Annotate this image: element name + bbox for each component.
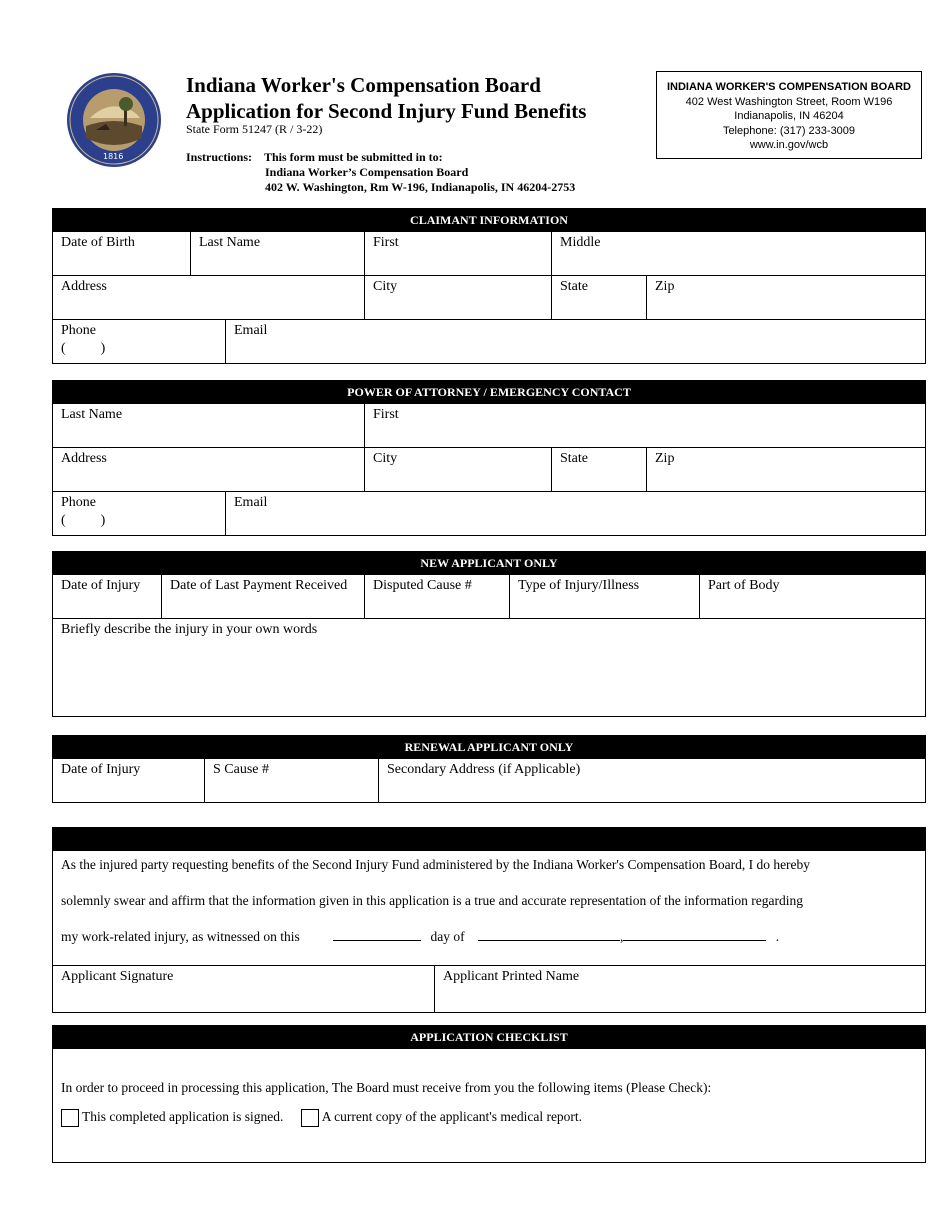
poa-section <box>52 380 926 536</box>
new-applicant-section <box>52 551 926 717</box>
board-phone: Telephone: (317) 233-3009 <box>722 124 856 137</box>
poa-email-field[interactable]: Email <box>225 492 925 535</box>
board-website: www.in.gov/wcb <box>749 139 829 151</box>
checklist-intro: In order to proceed in processing this application, The Board must receive from you the following items (Please Check): <box>61 1080 712 1095</box>
checklist-signed-checkbox[interactable] <box>61 1109 79 1127</box>
claimant-address-field[interactable]: Address <box>61 279 107 294</box>
declaration-line-2: solemnly swear and affirm that the information given in this application is a true and accurate representation of the information regarding <box>61 893 804 908</box>
board-street: 402 West Washington Street, Room W196 <box>685 95 893 108</box>
claimant-email-field[interactable]: Email <box>225 320 925 363</box>
checklist-medical-checkbox[interactable] <box>301 1109 319 1127</box>
claimant-zip-field[interactable]: Zip <box>646 276 925 319</box>
poa-last-name-field[interactable]: Last Name <box>61 407 123 422</box>
board-name: INDIANA WORKER'S COMPENSATION BOARD <box>666 81 911 93</box>
claimant-dob-field[interactable]: Date of Birth <box>61 235 135 250</box>
poa-state-field[interactable]: State <box>551 448 646 491</box>
instructions <box>186 150 575 195</box>
applicant-signature-field[interactable]: Applicant Signature <box>61 969 174 984</box>
declaration-section <box>52 827 926 1013</box>
declaration-line-3: my work-related injury, as witnessed on this day of , . <box>61 925 917 965</box>
new-disputed-cause-field[interactable]: Disputed Cause # <box>364 575 509 618</box>
checklist-medical-label: A current copy of the applicant's medical report. <box>321 1109 583 1125</box>
declaration-line-1: As the injured party requesting benefits of the Second Injury Fund administered by the Indiana Worker's Compensation Board, I do hereby <box>61 857 811 872</box>
board-address-box <box>656 71 922 159</box>
instructions-label: Instructions: <box>186 150 253 164</box>
title-line-1: Indiana Worker's Compensation Board <box>186 73 541 97</box>
claimant-section <box>52 208 926 364</box>
new-injury-description-field[interactable]: Briefly describe the injury in your own words <box>61 622 318 637</box>
poa-city-field[interactable]: City <box>364 448 551 491</box>
renewal-s-cause-field[interactable]: S Cause # <box>204 759 378 802</box>
seal-year: 1816 <box>103 152 124 161</box>
new-type-injury-field[interactable]: Type of Injury/Illness <box>509 575 699 618</box>
form-title <box>186 72 586 124</box>
poa-zip-field[interactable]: Zip <box>646 448 925 491</box>
new-part-of-body-field[interactable]: Part of Body <box>699 575 925 618</box>
poa-phone-field[interactable]: Phone ( ) <box>61 495 106 528</box>
new-applicant-header: NEW APPLICANT ONLY <box>53 552 925 575</box>
claimant-first-name-field[interactable]: First <box>364 232 551 275</box>
instructions-line-3: 402 W. Washington, Rm W-196, Indianapolis, IN 46204-2753 <box>265 180 576 194</box>
board-city: Indianapolis, IN 46204 <box>734 110 844 122</box>
checklist-section <box>52 1025 926 1163</box>
claimant-last-name-field[interactable]: Last Name <box>190 232 364 275</box>
month-blank[interactable] <box>478 926 620 941</box>
claimant-city-field[interactable]: City <box>364 276 551 319</box>
new-date-of-injury-field[interactable]: Date of Injury <box>61 578 141 593</box>
claimant-state-field[interactable]: State <box>551 276 646 319</box>
claimant-header: CLAIMANT INFORMATION <box>53 209 925 232</box>
declaration-header-bar <box>53 828 925 851</box>
renewal-header: RENEWAL APPLICANT ONLY <box>53 736 925 759</box>
year-blank[interactable] <box>623 926 766 941</box>
poa-header: POWER OF ATTORNEY / EMERGENCY CONTACT <box>53 381 925 404</box>
state-form-number: State Form 51247 (R / 3-22) <box>186 122 323 136</box>
instructions-line-1: This form must be submitted in to: <box>264 150 443 164</box>
new-last-payment-field[interactable]: Date of Last Payment Received <box>161 575 364 618</box>
renewal-section <box>52 735 926 803</box>
renewal-secondary-address-field[interactable]: Secondary Address (if Applicable) <box>378 759 925 802</box>
poa-first-name-field[interactable]: First <box>364 404 925 447</box>
applicant-printed-name-field[interactable]: Applicant Printed Name <box>434 966 925 1012</box>
renewal-date-of-injury-field[interactable]: Date of Injury <box>61 762 141 777</box>
day-blank[interactable] <box>333 926 421 941</box>
claimant-phone-field[interactable]: Phone ( ) <box>61 323 106 356</box>
state-seal <box>66 72 162 168</box>
checklist-signed-label: This completed application is signed. <box>82 1109 284 1125</box>
instructions-line-2: Indiana Worker’s Compensation Board <box>265 165 469 179</box>
checklist-header: APPLICATION CHECKLIST <box>53 1026 925 1049</box>
title-line-2: Application for Second Injury Fund Benefits <box>186 99 587 123</box>
poa-address-field[interactable]: Address <box>61 451 107 466</box>
claimant-middle-name-field[interactable]: Middle <box>551 232 925 275</box>
